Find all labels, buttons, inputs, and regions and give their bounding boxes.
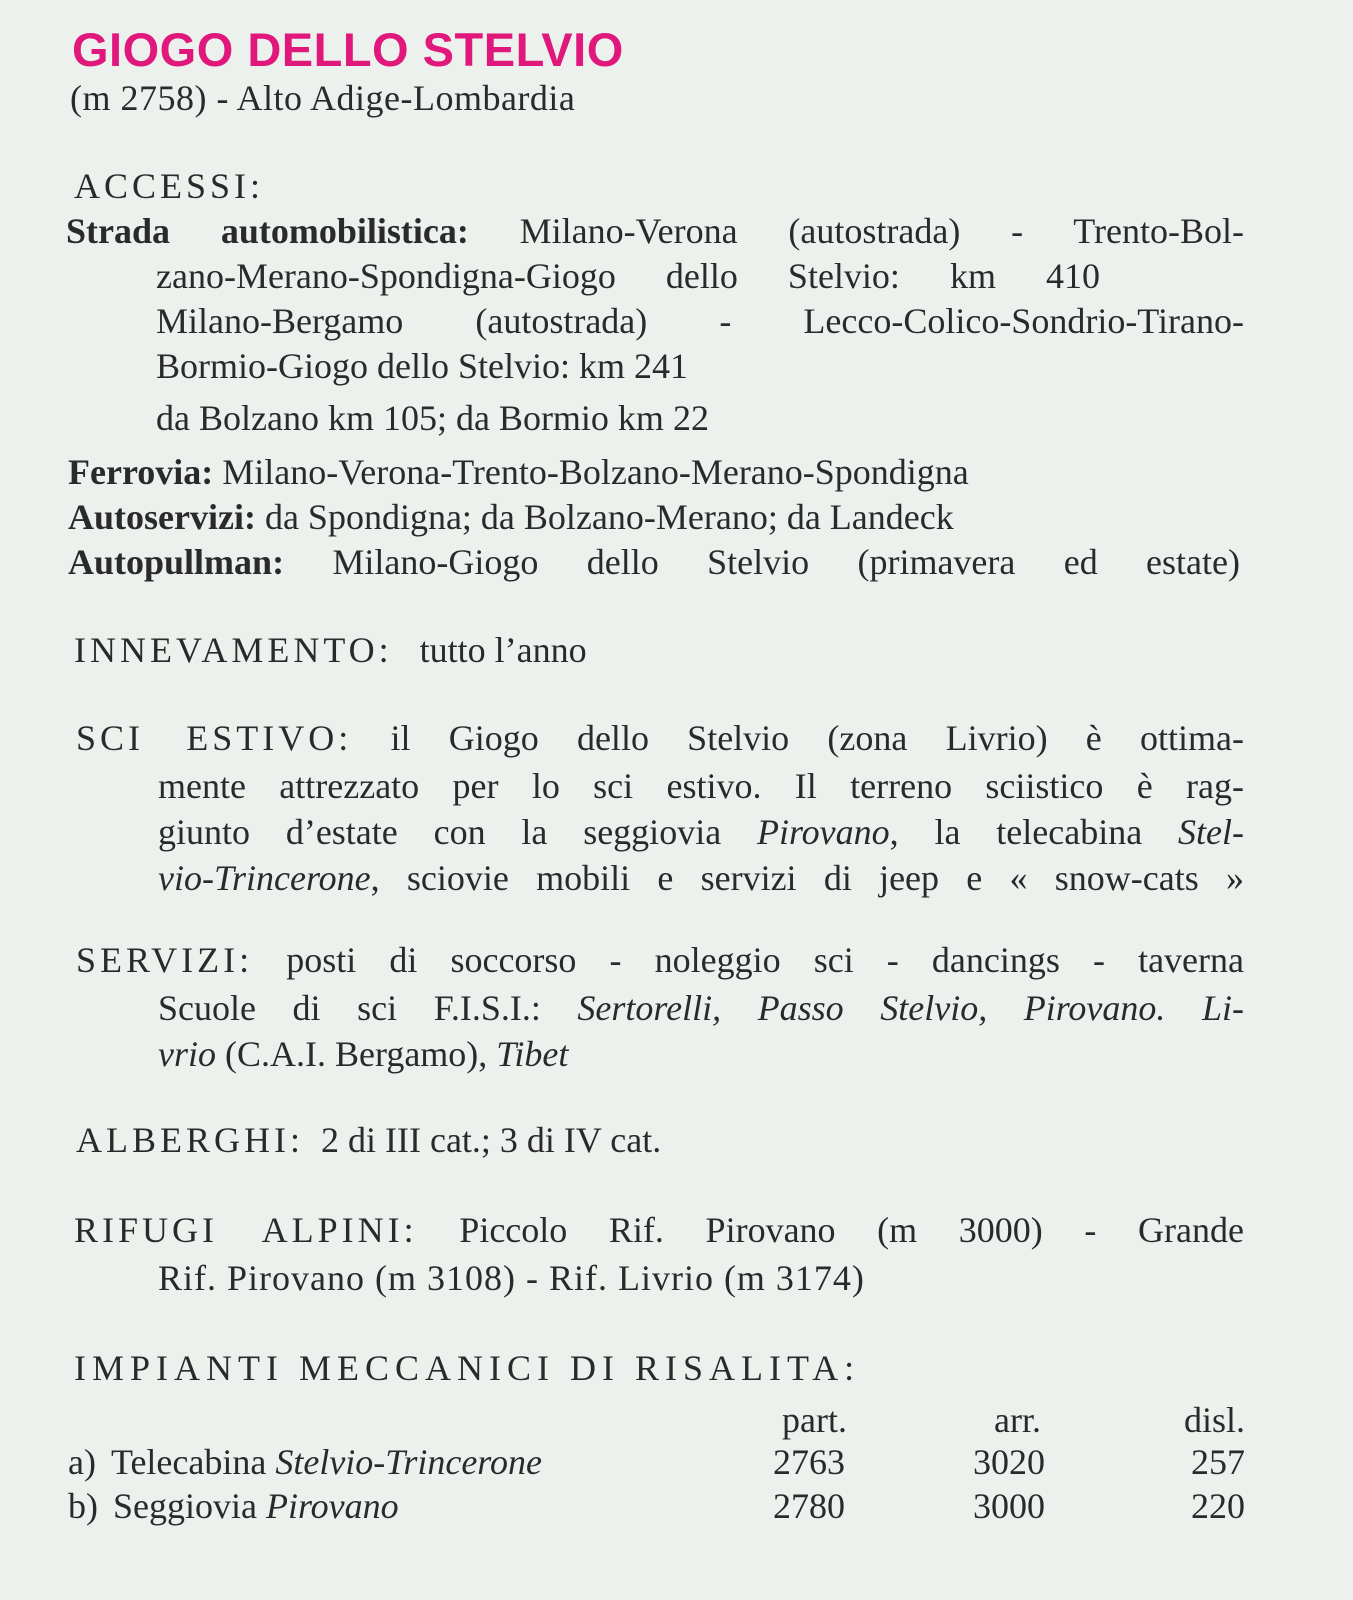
sci-estivo-text-4a: vio-Trincerone: [158, 858, 371, 898]
row-index: a): [68, 1442, 96, 1482]
sci-estivo-text-3a: giunto d’estate con la seggiovia: [158, 812, 757, 852]
autopullman-line: [68, 544, 1240, 580]
servizi-text-3c: Tibet: [496, 1034, 569, 1074]
page-subtitle: (m 2758) - Alto Adige-Lombardia: [70, 78, 576, 118]
autopullman-label: Autopullman:: [68, 542, 285, 582]
sci-estivo-text-3c: , la telecabina: [889, 812, 1179, 852]
row-part: 2763: [773, 1442, 845, 1482]
row-arr: 3000: [973, 1486, 1045, 1526]
row-part: 2780: [773, 1486, 845, 1526]
servizi-heading: SERVIZI:: [76, 940, 254, 980]
sci-estivo-text-3b: Pirovano: [757, 812, 890, 852]
row-name: Stelvio-Trincerone: [275, 1442, 542, 1482]
column-header-part: part.: [782, 1400, 847, 1440]
row-type: Telecabina: [110, 1442, 267, 1482]
sci-estivo-text-3d: Stel-: [1178, 812, 1244, 852]
sci-estivo-line-2: mente attrezzato per lo sci estivo. Il terreno sciistico è rag-: [158, 766, 1244, 806]
alberghi-text: 2 di III cat.; 3 di IV cat.: [321, 1120, 662, 1160]
row-disl: 220: [1191, 1486, 1245, 1526]
ferrovia-text: Milano-Verona-Trento-Bolzano-Merano-Spondigna: [222, 452, 969, 492]
autopullman-text: Milano-Giogo dello Stelvio (primavera ed estate): [332, 542, 1240, 582]
row-type: Seggiovia: [113, 1486, 257, 1526]
strada-line-3: Milano-Bergamo (autostrada) - Lecco-Colico-Sondrio-Tirano-: [156, 301, 1244, 341]
strada-label: Strada automobilistica:: [66, 211, 469, 251]
strada-text-1: Milano-Verona (autostrada) - Trento-Bol-: [519, 211, 1244, 251]
accessi-heading: ACCESSI:: [74, 166, 265, 206]
autoservizi-label: Autoservizi:: [68, 497, 256, 537]
row-name: Pirovano: [265, 1486, 399, 1526]
servizi-text-2a: Scuole di sci F.I.S.I.:: [158, 988, 578, 1028]
innevamento-line: [74, 632, 587, 668]
strada-line-4: Bormio-Giogo dello Stelvio: km 241: [156, 346, 688, 386]
table-row: [68, 1488, 399, 1524]
impianti-heading: IMPIANTI MECCANICI DI RISALITA:: [74, 1348, 861, 1388]
sci-estivo-text-1: il Giogo dello Stelvio (zona Livrio) è ottima-: [390, 718, 1244, 758]
page-title: GIOGO DELLO STELVIO: [72, 23, 624, 76]
rifugi-line-2: Rif. Pirovano (m 3108) - Rif. Livrio (m 3174): [158, 1258, 865, 1298]
autoservizi-line: [68, 499, 954, 535]
servizi-text-3b: (C.A.I. Bergamo),: [216, 1034, 497, 1074]
strada-line-5: da Bolzano km 105; da Bormio km 22: [156, 398, 709, 438]
servizi-text-2b: Sertorelli, Passo Stelvio, Pirovano. Li-: [577, 988, 1244, 1028]
sci-estivo-line-4: [158, 860, 1244, 896]
sci-estivo-text-4b: , sciovie mobili e servizi di jeep e « snow-cats »: [370, 858, 1244, 898]
innevamento-text: tutto l’anno: [419, 630, 587, 670]
innevamento-heading: INNEVAMENTO:: [74, 630, 393, 670]
table-row: [68, 1444, 542, 1480]
rifugi-line-1: [74, 1212, 1244, 1248]
row-index: b): [68, 1486, 98, 1526]
ferrovia-line: [68, 454, 969, 490]
rifugi-heading: RIFUGI ALPINI:: [74, 1210, 418, 1250]
autoservizi-text: da Spondigna; da Bolzano-Merano; da Landeck: [264, 497, 954, 537]
servizi-line-3: [158, 1036, 568, 1072]
strada-line-2: zano-Merano-Spondigna-Giogo dello Stelvio: km 410: [156, 256, 1100, 296]
alberghi-heading: ALBERGHI:: [76, 1120, 304, 1160]
alberghi-line: [76, 1122, 661, 1158]
column-header-disl: disl.: [1183, 1400, 1245, 1440]
servizi-line-1: [76, 942, 1244, 978]
ferrovia-label: Ferrovia:: [68, 452, 214, 492]
row-arr: 3020: [973, 1442, 1045, 1482]
sci-estivo-line-1: [76, 720, 1244, 756]
servizi-text-3a: vrio: [158, 1034, 216, 1074]
rifugi-text-1: Piccolo Rif. Pirovano (m 3000) - Grande: [459, 1210, 1245, 1250]
servizi-line-2: [158, 990, 1244, 1026]
column-header-arr: arr.: [994, 1400, 1041, 1440]
sci-estivo-line-3: [158, 814, 1244, 850]
servizi-text-1: posti di soccorso - noleggio sci - dancings - taverna: [286, 940, 1245, 980]
sci-estivo-heading: SCI ESTIVO:: [76, 718, 353, 758]
strada-line-1: [66, 213, 1244, 249]
row-disl: 257: [1191, 1442, 1245, 1482]
